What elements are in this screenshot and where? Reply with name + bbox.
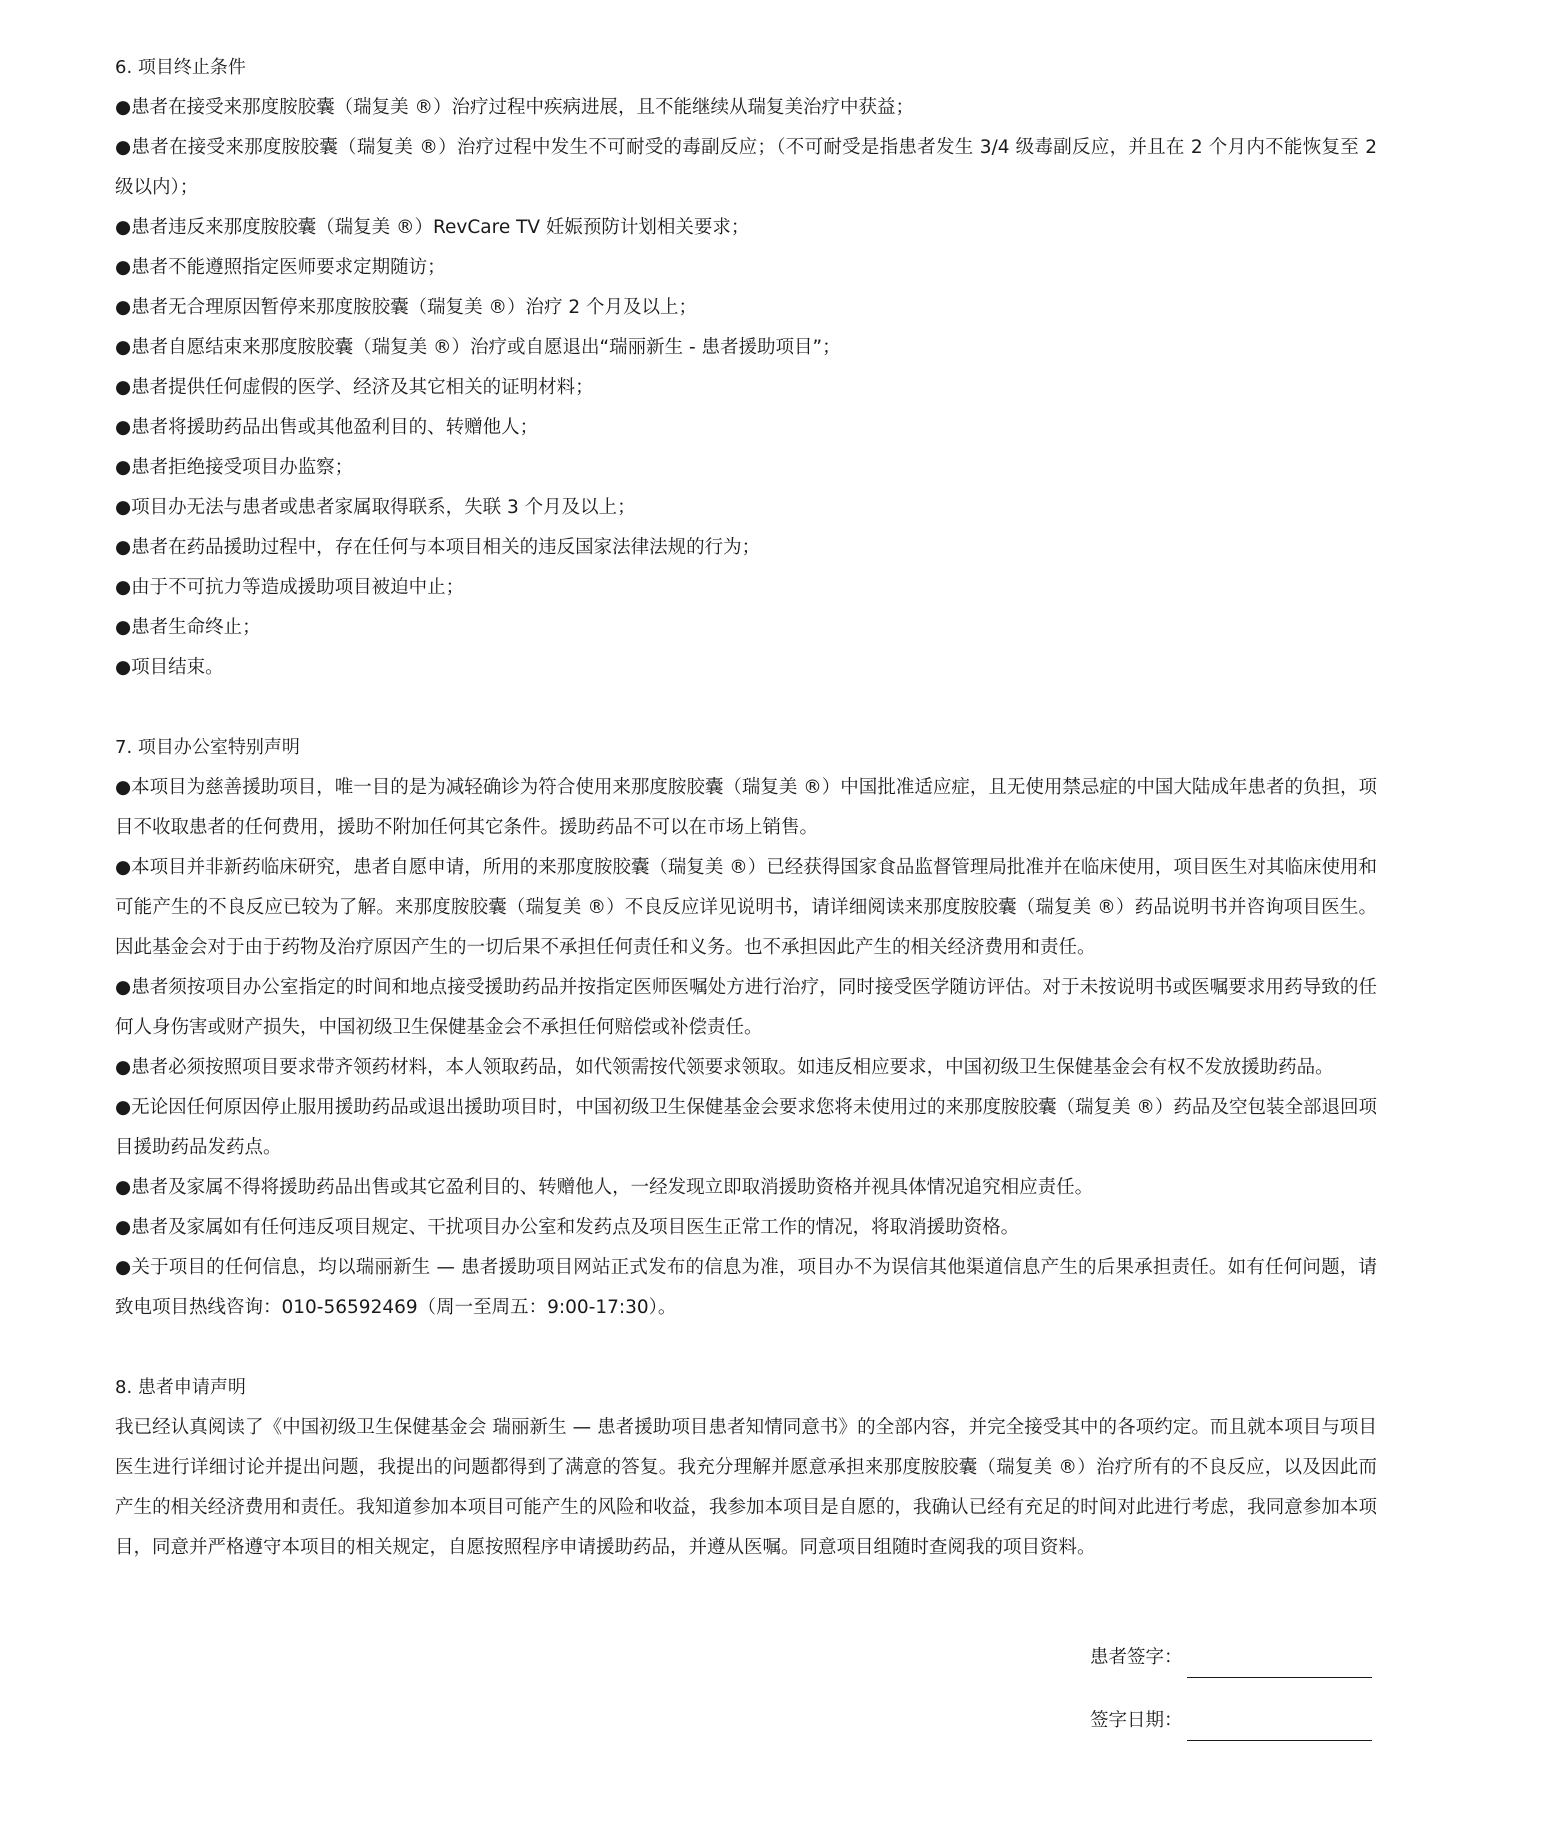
section-6-item: ●患者生命终止； — [115, 617, 261, 638]
section-6-item: ●项目结束。 — [115, 657, 224, 678]
signature-date-field[interactable] — [1187, 1714, 1372, 1741]
section-7-item: ●关于项目的任何信息，均以瑞丽新生 — 患者援助项目网站正式发布的信息为准，项目办不为误信其他渠道信息产生的后果承担责任。如有任何问题，请致电项目热线咨询：010-56592469（周一至周五：9:00-17:30）。 — [115, 1257, 1377, 1318]
section-7-item: ●本项目为慈善援助项目，唯一目的是为减轻确诊为符合使用来那度胺胶囊（瑞复美 ®）中国批准适应症，且无使用禁忌症的中国大陆成年患者的负担，项目不收取患者的任何费用，援助不附加任何其它条件。援助药品不可以在市场上销售。 — [115, 777, 1377, 838]
section-spacer — [115, 688, 1377, 728]
section-6-item: ●患者提供任何虚假的医学、经济及其它相关的证明材料； — [115, 377, 594, 398]
section-7-item: ●患者须按项目办公室指定的时间和地点接受援助药品并按指定医师医嘱处方进行治疗，同时接受医学随访评估。对于未按说明书或医嘱要求用药导致的任何人身伤害或财产损失，中国初级卫生保健基金会不承担任何赔偿或补偿责任。 — [115, 977, 1377, 1038]
signature-date-row — [1090, 1701, 1372, 1741]
section-6-item: ●患者拒绝接受项目办监察； — [115, 457, 354, 478]
section-7-item: ●本项目并非新药临床研究，患者自愿申请，所用的来那度胺胶囊（瑞复美 ®）已经获得国家食品监督管理局批准并在临床使用，项目医生对其临床使用和可能产生的不良反应已较为了解。来那度胺胶囊（瑞复美 ®）不良反应详见说明书，请详细阅读来那度胺胶囊（瑞复美 ®）药品说明书并咨询项目医生。因此基金会对于由于药物及治疗原因产生的一切后果不承担任何责任和义务。也不承担因此产生的相关经济费用和责任。 — [115, 857, 1377, 958]
section-6-item: ●患者在接受来那度胺胶囊（瑞复美 ®）治疗过程中发生不可耐受的毒副反应；（不可耐受是指患者发生 3/4 级毒副反应，并且在 2 个月内不能恢复至 2 级以内）； — [115, 137, 1377, 198]
section-6-item: ●患者违反来那度胺胶囊（瑞复美 ®）RevCare TV 妊娠预防计划相关要求； — [115, 217, 750, 238]
section-6-item: ●患者无合理原因暂停来那度胺胶囊（瑞复美 ®）治疗 2 个月及以上； — [115, 297, 698, 318]
section-6-item: ●患者在药品援助过程中，存在任何与本项目相关的违反国家法律法规的行为； — [115, 537, 761, 558]
section-6-item: ●项目办无法与患者或患者家属取得联系，失联 3 个月及以上； — [115, 497, 636, 518]
section-6-item: ●患者将援助药品出售或其他盈利目的、转赠他人； — [115, 417, 539, 438]
section-6-item: ●患者不能遵照指定医师要求定期随访； — [115, 257, 446, 278]
section-7-title: 7. 项目办公室特别声明 — [115, 737, 300, 758]
signature-date-label: 签字日期： — [1090, 1710, 1183, 1731]
patient-signature-label: 患者签字： — [1090, 1647, 1183, 1668]
patient-signature-row — [1090, 1638, 1372, 1678]
section-spacer — [115, 1328, 1377, 1368]
section-6-item: ●由于不可抗力等造成援助项目被迫中止； — [115, 577, 465, 598]
section-6-item: ●患者在接受来那度胺胶囊（瑞复美 ®）治疗过程中疾病进展，且不能继续从瑞复美治疗中获益； — [115, 97, 915, 118]
section-6-item: ●患者自愿结束来那度胺胶囊（瑞复美 ®）治疗或自愿退出“瑞丽新生 - 患者援助项目”； — [115, 337, 841, 358]
section-7-item: ●患者及家属不得将援助药品出售或其它盈利目的、转赠他人，一经发现立即取消援助资格并视具体情况追究相应责任。 — [115, 1177, 1094, 1198]
section-7-item: ●患者必须按照项目要求带齐领药材料，本人领取药品，如代领需按代领要求领取。如违反相应要求，中国初级卫生保健基金会有权不发放援助药品。 — [115, 1057, 1334, 1078]
section-6-title: 6. 项目终止条件 — [115, 57, 246, 78]
section-7-item: ●患者及家属如有任何违反项目规定、干扰项目办公室和发药点及项目医生正常工作的情况，将取消援助资格。 — [115, 1217, 1020, 1238]
patient-signature-field[interactable] — [1187, 1651, 1372, 1678]
section-8-title: 8. 患者申请声明 — [115, 1377, 246, 1398]
document-page — [115, 48, 1377, 1568]
section-7-item: ●无论因任何原因停止服用援助药品或退出援助项目时，中国初级卫生保健基金会要求您将未使用过的来那度胺胶囊（瑞复美 ®）药品及空包装全部退回项目援助药品发药点。 — [115, 1097, 1377, 1158]
section-8-body: 我已经认真阅读了《中国初级卫生保健基金会 瑞丽新生 — 患者援助项目患者知情同意书》的全部内容，并完全接受其中的各项约定。而且就本项目与项目医生进行详细讨论并提出问题，我提出的问题都得到了满意的答复。我充分理解并愿意承担来那度胺胶囊（瑞复美 ®）治疗所有的不良反应，以及因此而产生的相关经济费用和责任。我知道参加本项目可能产生的风险和收益，我参加本项目是自愿的，我确认已经有充足的时间对此进行考虑，我同意参加本项目，同意并严格遵守本项目的相关规定，自愿按照程序申请援助药品，并遵从医嘱。同意项目组随时查阅我的项目资料。 — [115, 1417, 1377, 1558]
